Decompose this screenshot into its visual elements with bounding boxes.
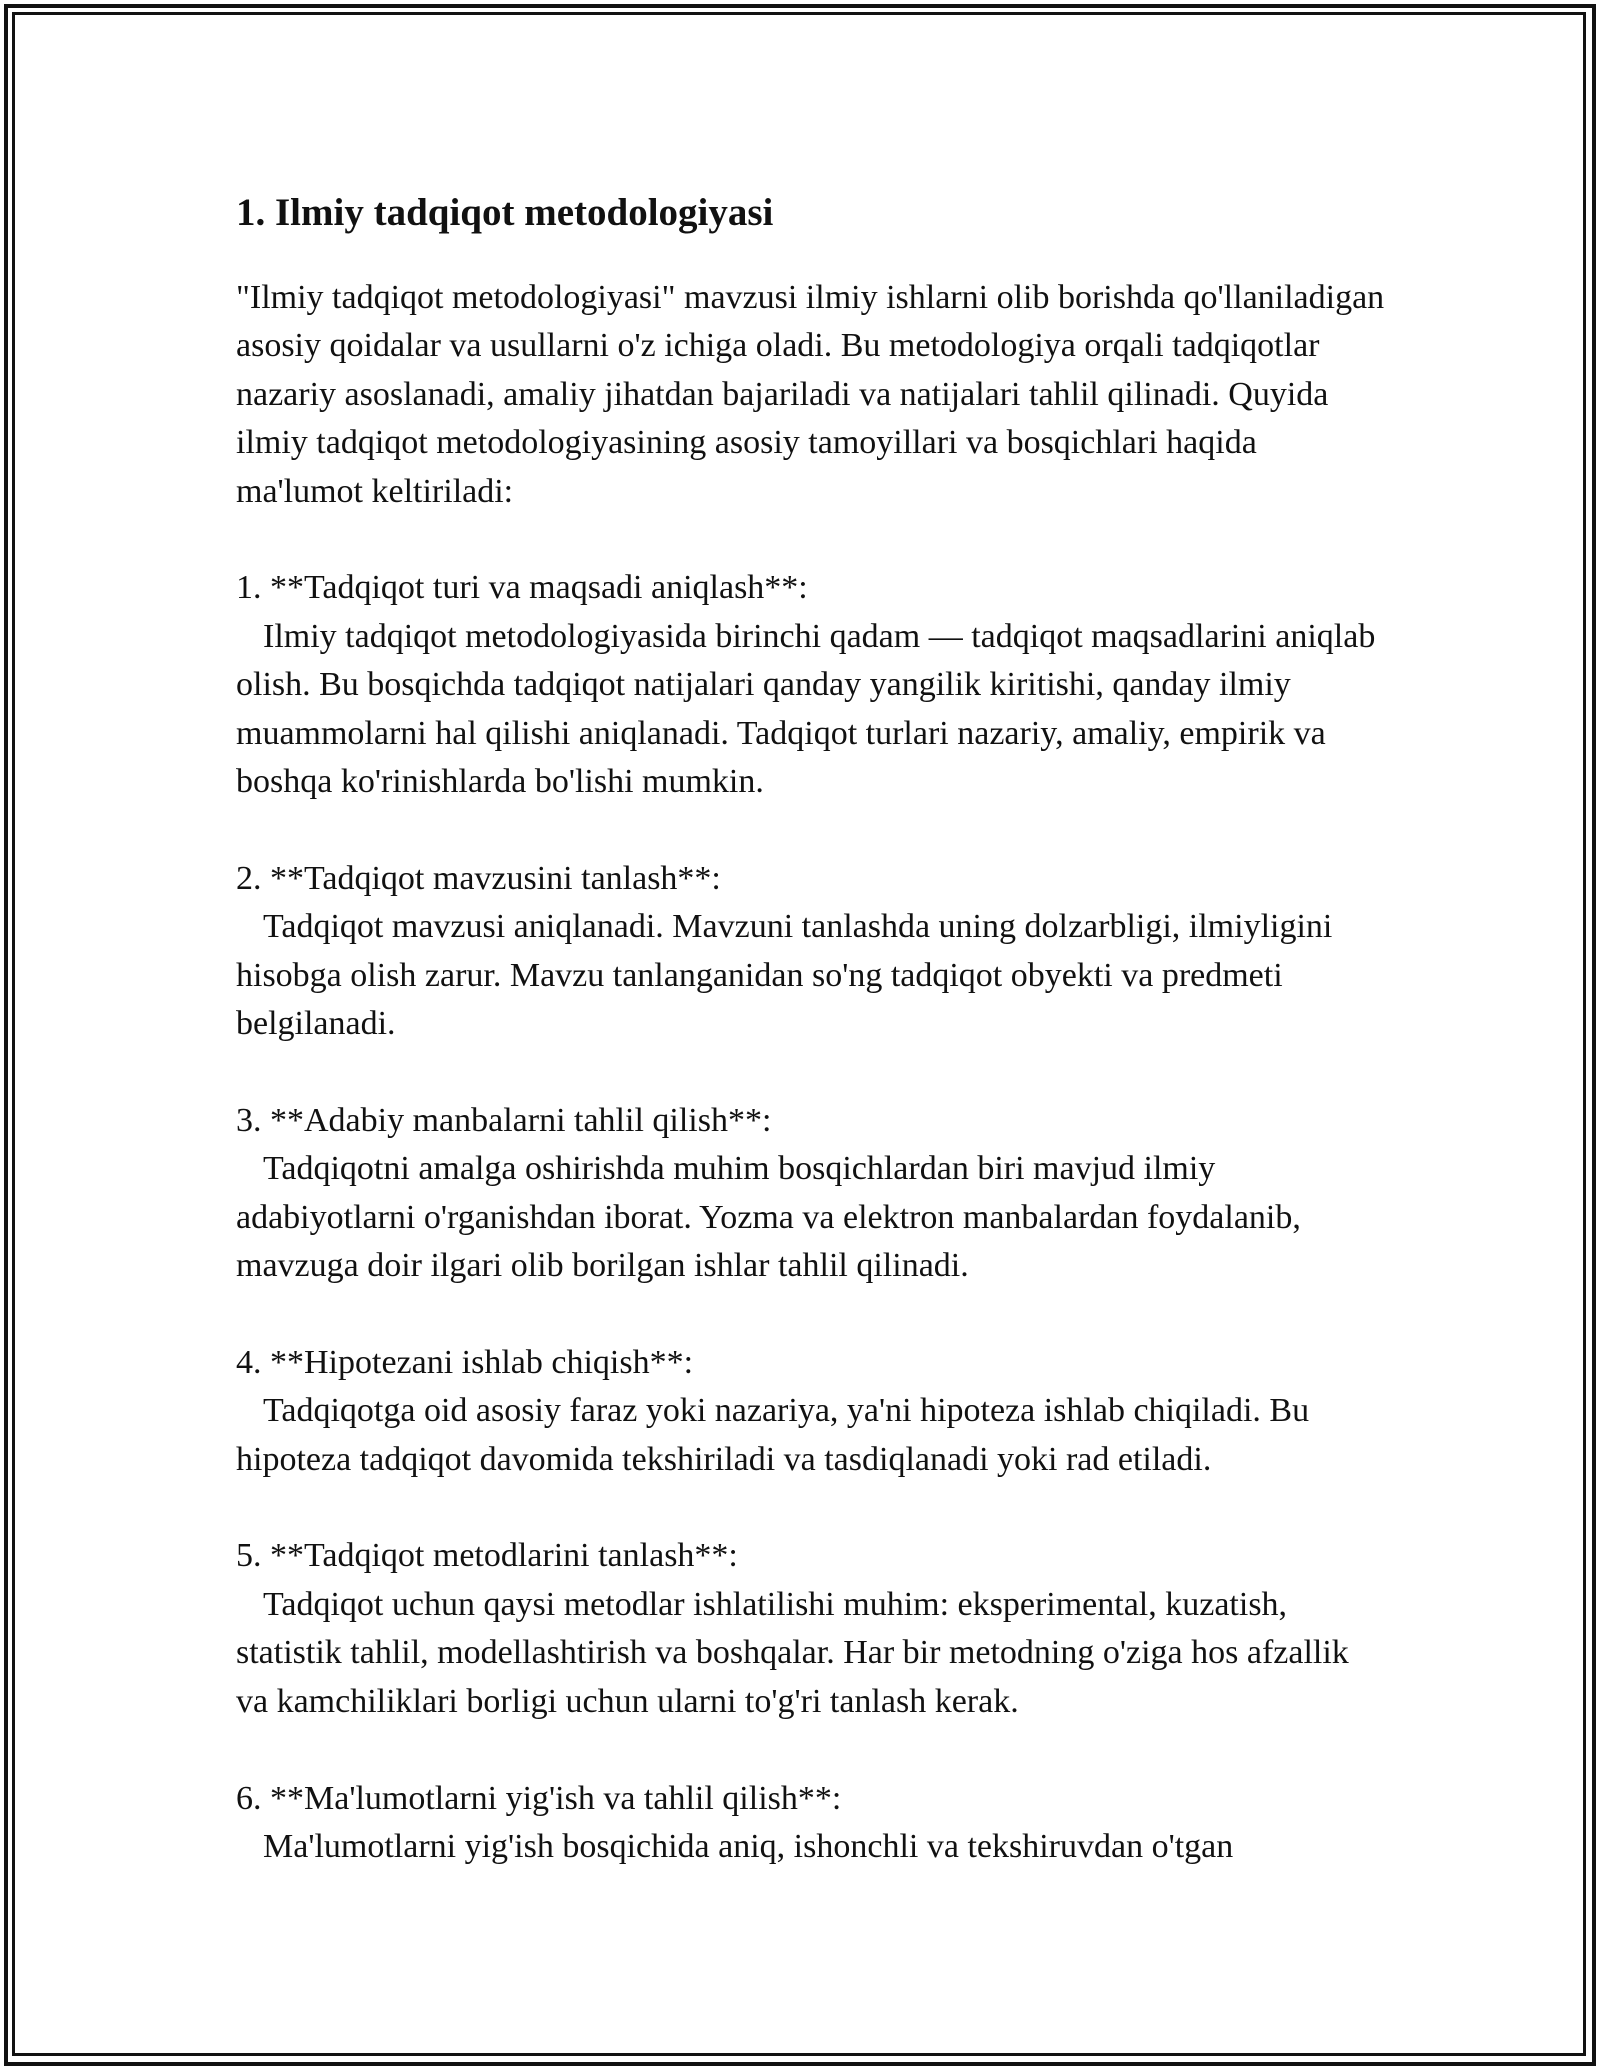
document-title: 1. Ilmiy tadqiqot metodologiyasi xyxy=(236,191,774,234)
list-item-body: Tadqiqotni amalga oshirishda muhim bosqichlardan biri mavjud ilmiy adabiyotlarni o'rganishdan iborat. Yozma va elektron manbalardan foydalanib, mavzuga doir ilgari olib borilgan ishlar tahlil qilinadi. xyxy=(236,1150,1301,1285)
list-item xyxy=(236,1339,1386,1484)
list-item-body: Ma'lumotlarni yig'ish bosqichida aniq, ishonchli va tekshiruvdan o'tgan xyxy=(263,1827,1234,1865)
list-item-heading: 6. **Ma'lumotlarni yig'ish va tahlil qilish**: xyxy=(236,1779,842,1817)
list-item-body: Tadqiqotga oid asosiy faraz yoki nazariya, ya'ni hipoteza ishlab chiqiladi. Bu hipoteza tadqiqot davomida tekshiriladi va tasdiqlanadi yoki rad etiladi. xyxy=(236,1392,1310,1478)
list-item-heading: 5. **Tadqiqot metodlarini tanlash**: xyxy=(236,1537,738,1575)
list-item-heading: 1. **Tadqiqot turi va maqsadi aniqlash**: xyxy=(236,569,808,607)
list-item xyxy=(236,564,1386,806)
list-item-body: Ilmiy tadqiqot metodologiyasida birinchi qadam — tadqiqot maqsadlarini aniqlab olish. Bu bosqichda tadqiqot natijalari qanday yangilik kiritishi, qanday ilmiy muammolarni hal qilishi aniqlanadi. Tadqiqot turlari nazariy, amaliy, empirik va boshqa ko'rinishlarda bo'lishi mumkin. xyxy=(236,617,1376,801)
list-item-heading: 4. **Hipotezani ishlab chiqish**: xyxy=(236,1343,694,1381)
list-item xyxy=(236,855,1386,1049)
list-item-heading: 2. **Tadqiqot mavzusini tanlash**: xyxy=(236,859,721,897)
document-body xyxy=(236,180,1386,1920)
intro-paragraph: "Ilmiy tadqiqot metodologiyasi" mavzusi ilmiy ishlarni olib borishda qo'llaniladigan asosiy qoidalar va usullarni o'z ichiga oladi. Bu metodologiya orqali tadqiqotlar nazariy asoslanadi, amaliy jihatdan bajariladi va natijalari tahlil qilinadi. Quyida ilmiy tadqiqot metodologiyasining asosiy tamoyillari va bosqichlari haqida ma'lumot keltiriladi: xyxy=(236,279,1385,510)
list-item xyxy=(236,1532,1386,1726)
list-item-body: Tadqiqot uchun qaysi metodlar ishlatilishi muhim: eksperimental, kuzatish, statistik tahlil, modellashtirish va boshqalar. Har bir metodning o'ziga hos afzallik va kamchiliklari borligi uchun ularni to'g'ri tanlash kerak. xyxy=(236,1585,1349,1720)
list-item-heading: 3. **Adabiy manbalarni tahlil qilish**: xyxy=(236,1101,772,1139)
list-item xyxy=(236,1775,1386,1872)
list-item-body: Tadqiqot mavzusi aniqlanadi. Mavzuni tanlashda uning dolzarbligi, ilmiyligini hisobga olish zarur. Mavzu tanlanganidan so'ng tadqiqot obyekti va predmeti belgilanadi. xyxy=(236,908,1333,1043)
list-item xyxy=(236,1097,1386,1291)
